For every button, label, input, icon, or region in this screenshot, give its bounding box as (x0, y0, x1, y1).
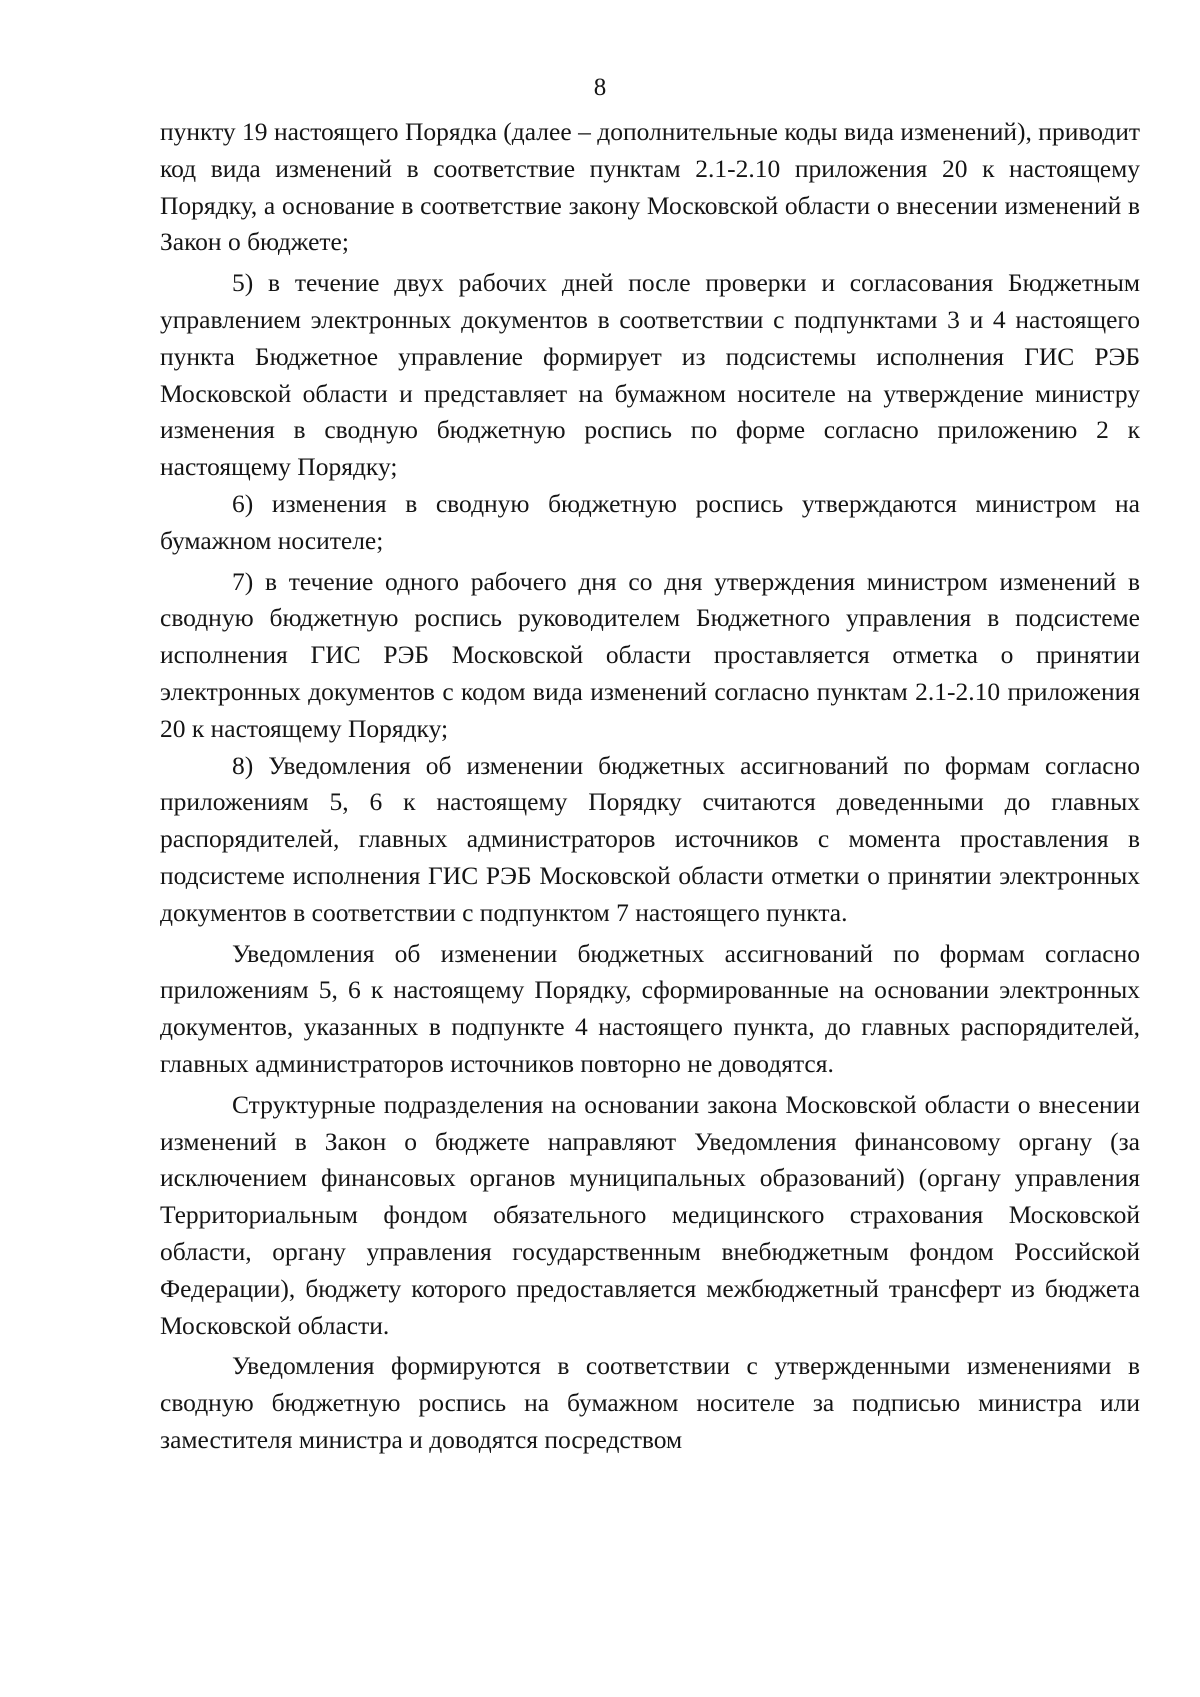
paragraph-notifications-formed: Уведомления формируются в соответствии с утвержденными изменениями в сводную бюджетную роспись на бумажном носителе за подписью министра или заместителя министра и доводятся посредством (160, 1351, 1140, 1454)
page-number: 8 (593, 74, 607, 101)
paragraph-structural-units: Структурные подразделения на основании закона Московской области о внесении изменений в Закон о бюджете направляют Уведомления финансовому органу (за исключением финансовых органов муниципальных образований) (органу управления Территориальным фондом обязательного медицинского страхования Московской области, органу управления государственным внебюджетным фондом Российской Федерации), бюджету которого предоставляется межбюджетный трансферт из бюджета Московской области. (160, 1089, 1140, 1340)
paragraph-item-7: 7) в течение одного рабочего дня со дня утверждения министром изменений в сводную бюджетную роспись руководителем Бюджетного управления в подсистеме исполнения ГИС РЭБ Московской области проставляется отметка о принятии электронных документов с кодом вида изменений согласно пунктам 2.1-2.10 приложения 20 к настоящему Порядку; (160, 566, 1140, 743)
paragraph-item-5: 5) в течение двух рабочих дней после проверки и согласования Бюджетным управлением электронных документов в соответствии с подпунктами 3 и 4 настоящего пункта Бюджетное управление формирует из подсистемы исполнения ГИС РЭБ Московской области и представляет на бумажном носителе на утверждение министру изменения в сводную бюджетную роспись по форме согласно приложению 2 к настоящему Порядку; (160, 268, 1140, 482)
paragraph-item-6: 6) изменения в сводную бюджетную роспись утверждаются министром на бумажном носителе; (160, 488, 1140, 555)
paragraph-continuation: пункту 19 настоящего Порядка (далее – дополнительные коды вида изменений), приводит код вида изменений в соответствие пунктам 2.1-2.10 приложения 20 к настоящему Порядку, а основание в соответствие закону Московской области о внесении изменений в Закон о бюджете; (160, 117, 1140, 257)
document-body (160, 114, 1140, 1459)
paragraph-notifications-repeat: Уведомления об изменении бюджетных ассигнований по формам согласно приложениям 5, 6 к настоящему Порядку, сформированные на основании электронных документов, указанных в подпункте 4 настоящего пункта, до главных распорядителей, главных администраторов источников повторно не доводятся. (160, 938, 1140, 1078)
paragraph-item-8: 8) Уведомления об изменении бюджетных ассигнований по формам согласно приложениям 5, 6 к настоящему Порядку считаются доведенными до главных распорядителей, главных администраторов источников с момента проставления в подсистеме исполнения ГИС РЭБ Московской области отметки о принятии электронных документов в соответствии с подпунктом 7 настоящего пункта. (160, 750, 1140, 927)
